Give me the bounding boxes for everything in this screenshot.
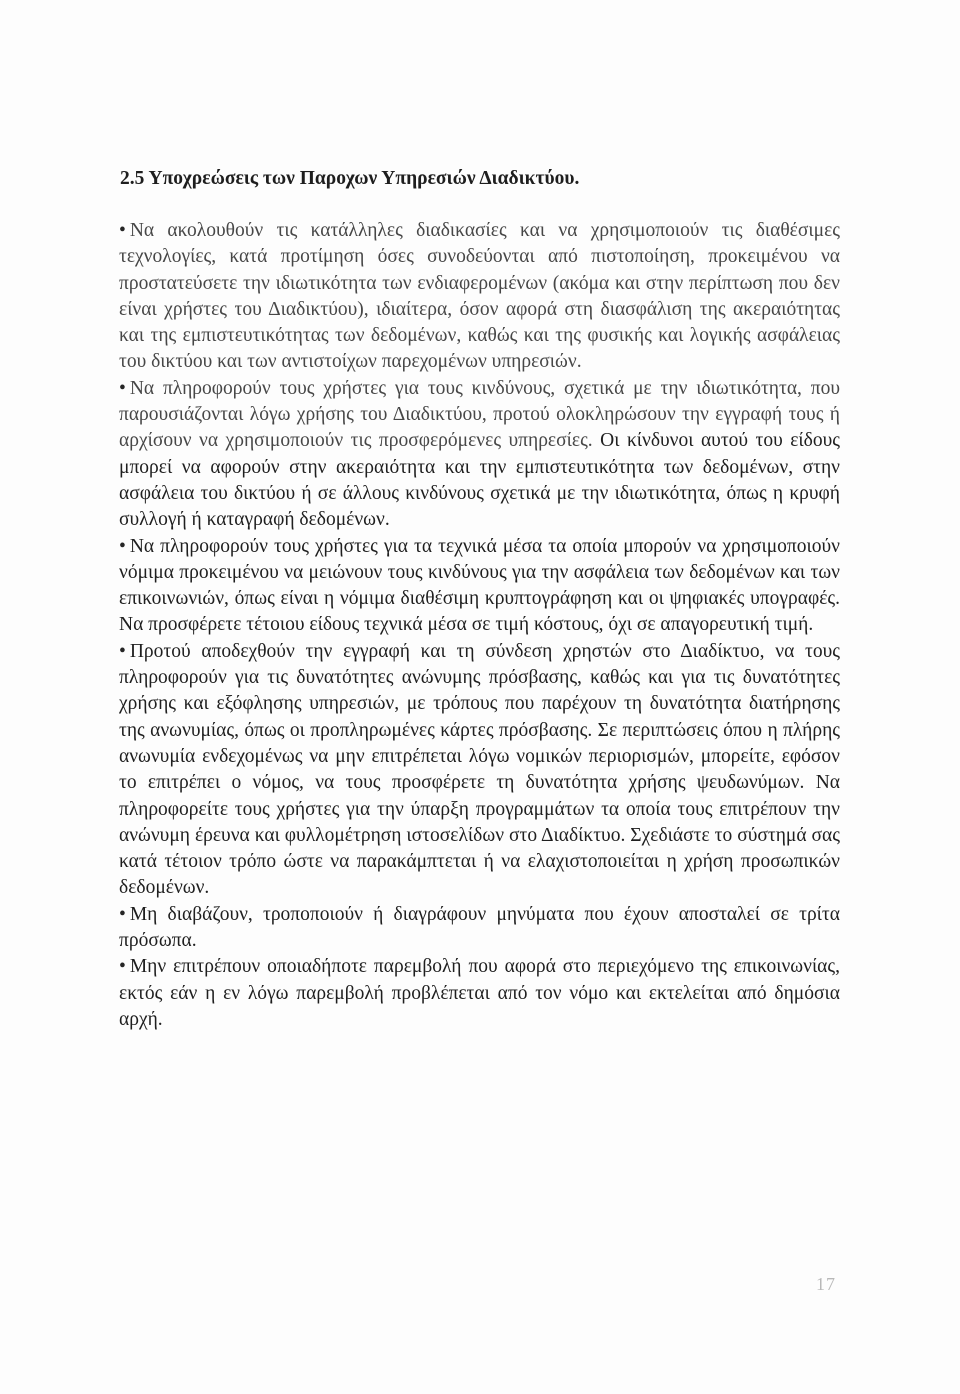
paragraph-text: Οι κίνδυνοι αυτού του είδους μπορεί να αφορούν στην ακεραιότητα και την εμπιστευτικότητα των δεδομένων, στην ασφάλεια του δικτύου ή σε άλλους κινδύνους σχετικά με την ιδιωτικότητα, όπως η κρυφή συλλογή ή καταγραφή δεδομένων. xyxy=(119,430,840,531)
bullet-icon: • xyxy=(119,903,126,925)
paragraph-text: Να ακολουθούν τις κατάλληλες διαδικασίες και να χρησιμοποιούν τις διαθέσιμες τεχνολογίες, κατά προτίμηση όσες συνοδεύονται από πιστοποίηση, προκειμένου να προστατεύσετε την ιδιωτικότητα των ενδιαφερομένων (ακόμα και στην περίπτωση που δεν είναι χρήστες του Διαδικτύου), ιδιαίτερα, όσον αφορά στη διασφάλιση της ακεραιότητας και της εμπιστευτικότητας των δεδομένων, καθώς και της φυσικής και λογικής ασφάλειας του δικτύου και των αντιστοίχων παρεχομένων υπηρεσιών. xyxy=(119,220,840,373)
bullet-icon: • xyxy=(119,220,126,241)
paragraph-text: Να προσφέρετε τέτοιου είδους τεχνικά μέσα σε τιμή κόστους, όχι σε απαγορευτική τιμή. xyxy=(119,614,814,636)
bullet-paragraph xyxy=(119,954,840,1033)
bullet-paragraph xyxy=(119,902,840,955)
bullet-paragraph xyxy=(119,534,840,639)
paragraph-text: Σχεδιάστε το σύστημά σας κατά τέτοιον τρόπο ώστε να παρακάμπτεται ή να ελαχιστοποιείται η χρήση προσωπικών δεδομένων. xyxy=(119,824,840,899)
page-number: 17 xyxy=(816,1274,836,1294)
section-heading: 2.5 Υποχρεώσεις των Παροχων Υπηρεσιών Διαδικτύου. xyxy=(120,168,580,189)
paragraph-text: Να πληροφορούν τους χρήστες για τους κινδύνους, σχετικά με την ιδιωτικότητα, που παρουσιάζονται λόγω χρήσης του Διαδικτύου, προτού ολοκληρώσουν την εγγραφή τους ή αρχίσουν να χρησιμοποιούν τις προσφερόμενες υπηρεσίες. xyxy=(119,377,840,452)
bullet-icon: • xyxy=(119,377,126,399)
paragraph-text: Σε περιπτώσεις όπου η πλήρης ανωνυμία ενδεχομένως να μην επιτρέπεται λόγω νομικών περιορισμών, μπορείτε, εφόσον το επιτρέπει ο νόμος, να τους προσφέρετε τη δυνατότητα χρήσης ψευδωνύμων. xyxy=(119,719,840,794)
bullet-icon: • xyxy=(119,956,126,978)
bullet-icon: • xyxy=(119,535,126,557)
paragraph-text: Μη διαβάζουν, τροποποιούν ή διαγράφουν μηνύματα που έχουν αποσταλεί σε τρίτα πρόσωπα. xyxy=(119,903,840,952)
bullet-icon: • xyxy=(119,640,126,662)
paragraph-text: Να πληροφορούν τους χρήστες για τα τεχνικά μέσα τα οποία μπορούν να χρησιμοποιούν νόμιμα προκειμένου να μειώνουν τους κινδύνους για την ασφάλεια των δεδομένων και των επικοινωνιών, όπως είναι η νόμιμα διαθέσιμη κρυπτογράφηση και οι ψηφιακές υπογραφές. xyxy=(119,535,840,610)
bullet-paragraph xyxy=(119,218,840,376)
bullet-paragraph xyxy=(119,376,840,534)
paragraph-text: Να πληροφορείτε τους χρήστες για την ύπαρξη προγραμμάτων τα οποία τους επιτρέπουν την ανώνυμη έρευνα και φυλλομέτρηση ιστοσελίδων στο Διαδίκτυο. xyxy=(119,772,840,846)
document-body xyxy=(119,218,840,1033)
paragraph-text: Προτού αποδεχθούν την εγγραφή και τη σύνδεση χρηστών στο Διαδίκτυο, να τους πληροφορούν για τις δυνατότητες ανώνυμης πρόσβασης, καθώς και για τις δυνατότητες χρήσης και εξόφλησης υπηρεσιών, με τρόπους που παρέχουν τη δυνατότητα διατήρησης της ανωνυμίας, όπως οι προπληρωμένες κάρτες πρόσβασης. xyxy=(119,640,840,741)
paragraph-text: Μην επιτρέπουν οποιαδήποτε παρεμβολή που αφορά στο περιεχόμενο της επικοινωνίας, εκτός εάν η εν λόγω παρεμβολή προβλέπεται από τον νόμο και εκτελείται από δημόσια αρχή. xyxy=(119,956,840,1030)
bullet-paragraph xyxy=(119,639,840,902)
